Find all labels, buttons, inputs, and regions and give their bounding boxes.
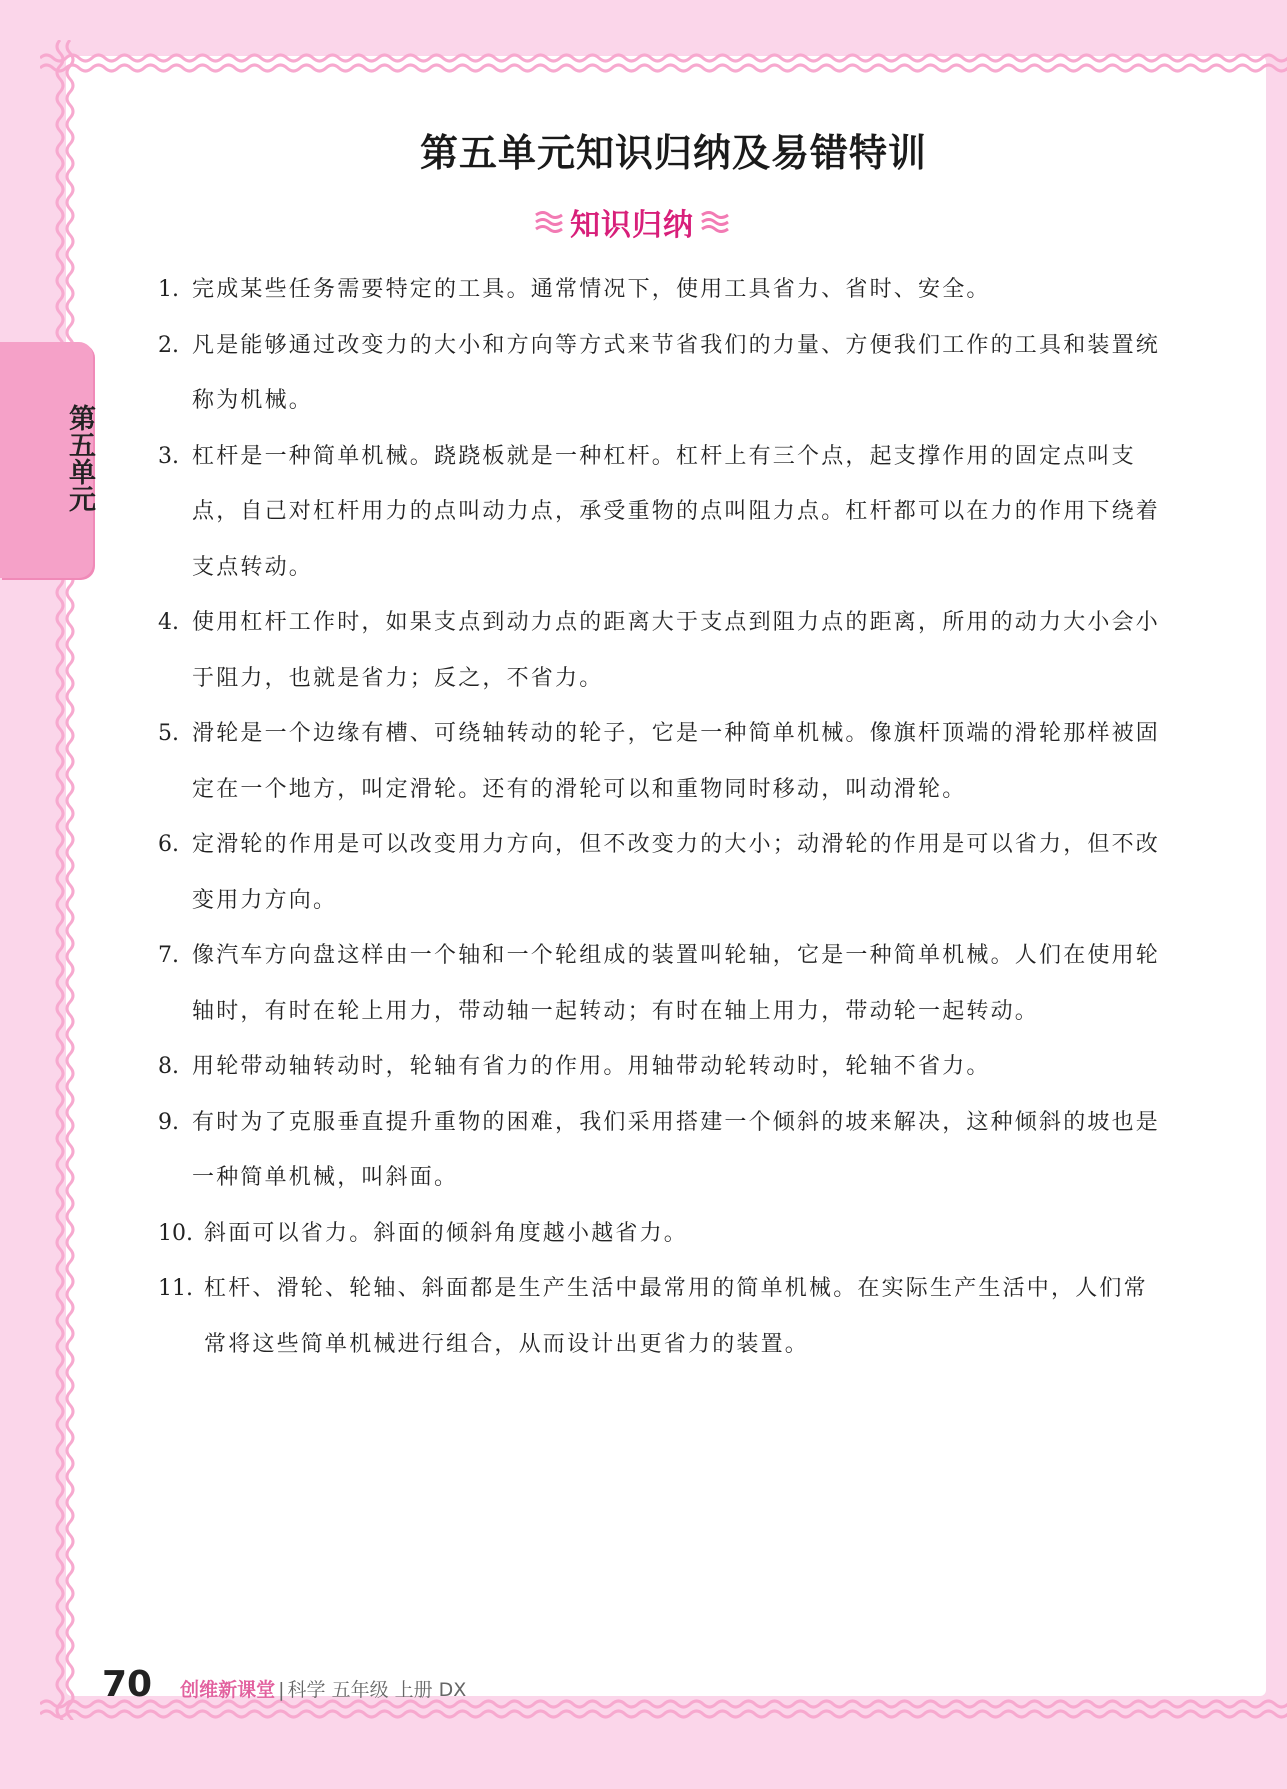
item-number: 5.: [158, 721, 179, 746]
item-text: 像汽车方向盘这样由一个轴和一个轮组成的装置叫轮轴，它是一种简单机械。人们在使用轮轴时，有时在轮上用力，带动轴一起转动；有时在轴上用力，带动轮一起转动。: [192, 943, 1161, 1024]
section-heading: [534, 200, 730, 244]
item-number: 8.: [158, 1054, 179, 1079]
footer-brand: 创维新课堂: [180, 1679, 276, 1701]
item-number: 9.: [158, 1109, 179, 1135]
list-item: [158, 595, 1164, 706]
item-number: 3.: [158, 443, 179, 469]
item-number: 6.: [158, 832, 179, 857]
section-heading-label: 知识归纳: [570, 208, 694, 243]
list-item: [158, 928, 1164, 1039]
list-item: [158, 1095, 1164, 1206]
wave-decoration-right-icon: [700, 210, 730, 234]
footer-book-info: 科学 五年级 上册 DX: [287, 1679, 467, 1701]
footer-separator: |: [278, 1679, 285, 1701]
item-text: 杠杆是一种简单机械。跷跷板就是一种杠杆。杠杆上有三个点，起支撑作用的固定点叫支点，自己对杠杆用力的点叫动力点，承受重物的点叫阻力点。杠杆都可以在力的作用下绕着支点转动。: [192, 443, 1161, 580]
item-text: 斜面可以省力。斜面的倾斜角度越小越省力。: [204, 1220, 689, 1246]
list-item: [158, 1261, 1164, 1372]
list-item: [158, 1039, 1164, 1095]
item-text: 凡是能够通过改变力的大小和方向等方式来节省我们的力量、方便我们工作的工具和装置统称为机械。: [192, 332, 1161, 413]
item-text: 用轮带动轴转动时，轮轴有省力的作用。用轴带动轮转动时，轮轴不省力。: [192, 1054, 991, 1079]
list-item: [158, 817, 1164, 928]
item-number: 7.: [158, 943, 179, 968]
list-item: [158, 318, 1164, 429]
item-number: 2.: [158, 332, 179, 358]
item-text: 滑轮是一个边缘有槽、可绕轴转动的轮子，它是一种简单机械。像旗杆顶端的滑轮那样被固定在一个地方，叫定滑轮。还有的滑轮可以和重物同时移动，叫动滑轮。: [192, 721, 1161, 802]
page-title: 第五单元知识归纳及易错特训: [419, 131, 927, 175]
item-number: 1.: [158, 277, 179, 302]
knowledge-list: [158, 262, 1164, 1372]
item-text: 使用杠杆工作时，如果支点到动力点的距离大于支点到阻力点的距离，所用的动力大小会小于阻力，也就是省力；反之，不省力。: [192, 610, 1161, 691]
item-text: 杠杆、滑轮、轮轴、斜面都是生产生活中最常用的简单机械。在实际生产生活中，人们常常将这些简单机械进行组合，从而设计出更省力的装置。: [204, 1276, 1148, 1357]
page-number: 70: [102, 1664, 153, 1705]
item-text: 完成某些任务需要特定的工具。通常情况下，使用工具省力、省时、安全。: [192, 277, 991, 302]
list-item: [158, 429, 1164, 596]
wave-decoration-left-icon: [534, 210, 564, 234]
list-item: [158, 262, 1164, 318]
list-item: [158, 706, 1164, 817]
item-text: 有时为了克服垂直提升重物的困难，我们采用搭建一个倾斜的坡来解决，这种倾斜的坡也是一种简单机械，叫斜面。: [192, 1109, 1161, 1190]
item-number: 4.: [158, 610, 179, 635]
item-number: 10.: [158, 1220, 193, 1246]
item-number: 11.: [158, 1276, 193, 1301]
item-text: 定滑轮的作用是可以改变用力方向，但不改变力的大小；动滑轮的作用是可以省力，但不改变用力方向。: [192, 832, 1161, 913]
unit-side-tab-label: 第五单元: [64, 404, 95, 512]
list-item: [158, 1206, 1164, 1262]
page-footer: [102, 1664, 466, 1708]
